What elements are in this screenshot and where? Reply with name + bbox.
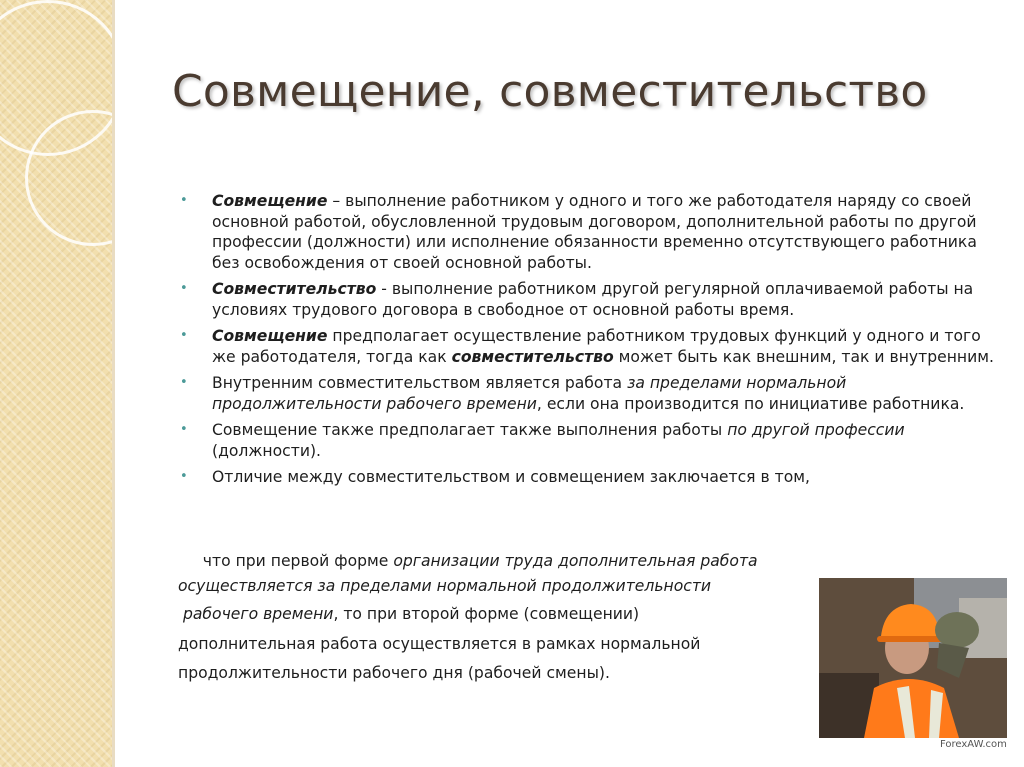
bullet-text-segment: Совмещение	[212, 327, 328, 345]
worker-photo	[819, 578, 1007, 738]
bullet-text-segment: Совмещение также предполагает также выполнения работы	[212, 421, 728, 439]
bullet-text-segment: предполагает осуществление работником трудовых функций у одного и того же работодателя, тогда как	[212, 327, 981, 366]
bullet-text-segment: - выполнение работником другой регулярной оплачиваемой работы на условиях трудового договора в свободное от основной работы время.	[212, 280, 974, 319]
bullet-marker: •	[180, 281, 188, 296]
bullet-text-segment: Внутренним совместительством является работа	[212, 374, 628, 392]
bullet-text-segment: Отличие между совместительством и совмещением заключается в том,	[212, 468, 811, 486]
photo-caption: ForexAW.com	[940, 739, 1007, 750]
side-panel-divider	[112, 0, 115, 767]
bullet-text-segment: за пределами нормальной продолжительности рабочего времени	[212, 374, 847, 413]
bullet-item	[176, 191, 996, 273]
continuation-line	[178, 604, 818, 624]
bullet-item	[176, 279, 996, 320]
bullet-marker: •	[180, 328, 188, 343]
bullet-list	[176, 191, 996, 494]
continuation-text-segment: дополнительная работа осуществляется в рамках нормальной	[178, 635, 701, 653]
worker-illustration	[819, 578, 1007, 738]
bullet-marker: •	[180, 469, 188, 484]
bullet-marker: •	[180, 193, 188, 208]
bullet-text-segment: может быть как внешним, так и внутренним.	[613, 347, 994, 366]
bullet-item	[176, 326, 996, 367]
bullet-text-segment: по другой профессии	[727, 421, 905, 439]
continuation-text-segment: осуществляется за пределами нормальной продолжительности	[178, 577, 712, 595]
bullet-marker: •	[180, 375, 188, 390]
continuation-text-segment: что при первой форме	[178, 552, 394, 570]
bullet-text-segment: Совместительство	[212, 280, 377, 298]
bullet-marker: •	[180, 422, 188, 437]
continuation-text-segment: продолжительности рабочего дня (рабочей смены).	[178, 664, 610, 682]
bullet-text-segment: совместительство	[451, 347, 614, 366]
bullet-item	[176, 420, 996, 461]
bullet-text-segment: – выполнение работником у одного и того же работодателя наряду со своей основной работой, обусловленной трудовым договором, дополнительной работы по другой профессии (должности) или исполнение обязанности временно отсутствующего работника без освобождения от своей основной работы.	[212, 192, 977, 272]
bullet-text-segment: Совмещение	[212, 192, 328, 210]
continuation-line	[178, 663, 818, 683]
continuation-line	[178, 634, 818, 654]
decorative-side-panel	[0, 0, 112, 767]
slide-title: Совмещение, совместительство	[172, 66, 928, 117]
bullet-item	[176, 373, 996, 414]
bullet-item	[176, 467, 996, 488]
continuation-text-segment: , то при второй форме (совмещении)	[333, 605, 640, 623]
continuation-text-segment: рабочего времени	[178, 605, 334, 623]
bullet-text-segment: (должности).	[212, 441, 321, 460]
continuation-text-segment: организации труда дополнительная работа	[393, 552, 758, 570]
continuation-line	[178, 576, 818, 596]
bullet-text-segment: , если она производится по инициативе работника.	[536, 394, 965, 413]
continuation-line	[178, 551, 818, 571]
